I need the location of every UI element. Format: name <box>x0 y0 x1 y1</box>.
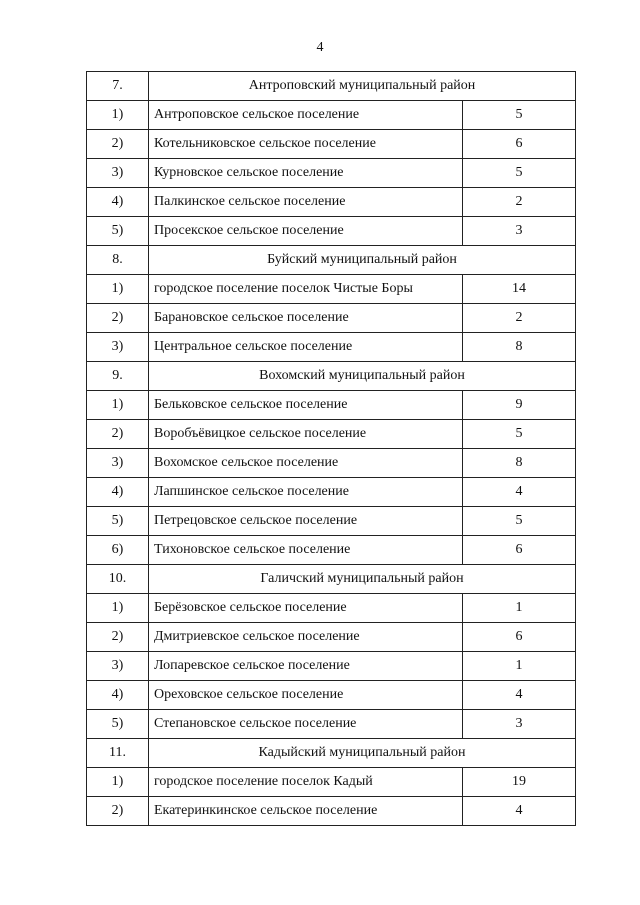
settlement-value: 5 <box>463 101 576 130</box>
settlement-name: Ореховское сельское поселение <box>149 681 463 710</box>
district-row <box>87 246 576 275</box>
districts-table <box>86 71 576 826</box>
settlement-name: Берёзовское сельское поселение <box>149 594 463 623</box>
settlement-value: 4 <box>463 797 576 826</box>
settlement-name: Петрецовское сельское поселение <box>149 507 463 536</box>
settlement-number: 1) <box>87 768 149 797</box>
settlement-row <box>87 275 576 304</box>
page-number: 4 <box>316 40 324 55</box>
settlement-number: 5) <box>87 710 149 739</box>
settlement-number: 4) <box>87 478 149 507</box>
settlement-value: 5 <box>463 159 576 188</box>
district-number: 7. <box>87 72 149 101</box>
settlement-row <box>87 623 576 652</box>
district-name: Антроповский муниципальный район <box>149 72 576 101</box>
settlement-name: Бельковское сельское поселение <box>149 391 463 420</box>
settlement-row <box>87 130 576 159</box>
settlement-name: Лапшинское сельское поселение <box>149 478 463 507</box>
settlement-number: 2) <box>87 797 149 826</box>
settlement-value: 6 <box>463 536 576 565</box>
settlement-row <box>87 478 576 507</box>
district-number: 11. <box>87 739 149 768</box>
settlement-row <box>87 391 576 420</box>
settlement-value: 5 <box>463 507 576 536</box>
settlement-row <box>87 449 576 478</box>
settlement-number: 5) <box>87 217 149 246</box>
settlement-row <box>87 681 576 710</box>
settlement-name: Степановское сельское поселение <box>149 710 463 739</box>
district-row <box>87 362 576 391</box>
settlement-name: Просекское сельское поселение <box>149 217 463 246</box>
settlement-value: 6 <box>463 623 576 652</box>
district-name: Галичский муниципальный район <box>149 565 576 594</box>
settlement-row <box>87 188 576 217</box>
settlement-number: 4) <box>87 681 149 710</box>
settlement-value: 1 <box>463 652 576 681</box>
settlement-name: Тихоновское сельское поселение <box>149 536 463 565</box>
settlement-row <box>87 159 576 188</box>
district-row <box>87 565 576 594</box>
settlement-number: 5) <box>87 507 149 536</box>
settlement-value: 3 <box>463 217 576 246</box>
settlement-name: Екатеринкинское сельское поселение <box>149 797 463 826</box>
settlement-value: 14 <box>463 275 576 304</box>
settlement-name: Центральное сельское поселение <box>149 333 463 362</box>
settlement-name: Курновское сельское поселение <box>149 159 463 188</box>
district-name: Буйский муниципальный район <box>149 246 576 275</box>
settlement-row <box>87 710 576 739</box>
district-number: 8. <box>87 246 149 275</box>
settlement-name: Воробъёвицкое сельское поселение <box>149 420 463 449</box>
settlement-row <box>87 797 576 826</box>
settlement-value: 8 <box>463 449 576 478</box>
settlement-row <box>87 536 576 565</box>
settlement-number: 3) <box>87 652 149 681</box>
settlement-row <box>87 217 576 246</box>
settlement-number: 1) <box>87 391 149 420</box>
settlement-number: 1) <box>87 594 149 623</box>
settlement-name: Котельниковское сельское поселение <box>149 130 463 159</box>
settlement-name: Лопаревское сельское поселение <box>149 652 463 681</box>
settlement-name: Палкинское сельское поселение <box>149 188 463 217</box>
settlement-row <box>87 652 576 681</box>
district-number: 9. <box>87 362 149 391</box>
settlement-value: 3 <box>463 710 576 739</box>
settlement-number: 2) <box>87 420 149 449</box>
district-name: Кадыйский муниципальный район <box>149 739 576 768</box>
district-number: 10. <box>87 565 149 594</box>
settlement-value: 4 <box>463 681 576 710</box>
district-row <box>87 72 576 101</box>
settlement-name: Антроповское сельское поселение <box>149 101 463 130</box>
settlement-value: 4 <box>463 478 576 507</box>
settlement-number: 3) <box>87 449 149 478</box>
settlement-number: 2) <box>87 304 149 333</box>
settlement-value: 9 <box>463 391 576 420</box>
district-name: Вохомский муниципальный район <box>149 362 576 391</box>
settlement-row <box>87 101 576 130</box>
settlement-row <box>87 333 576 362</box>
settlement-value: 1 <box>463 594 576 623</box>
settlement-number: 6) <box>87 536 149 565</box>
settlement-name: Дмитриевское сельское поселение <box>149 623 463 652</box>
settlement-number: 3) <box>87 333 149 362</box>
settlement-value: 2 <box>463 188 576 217</box>
settlement-number: 1) <box>87 101 149 130</box>
settlement-name: городское поселение поселок Кадый <box>149 768 463 797</box>
settlement-value: 8 <box>463 333 576 362</box>
settlement-number: 1) <box>87 275 149 304</box>
settlement-row <box>87 594 576 623</box>
district-row <box>87 739 576 768</box>
settlement-number: 3) <box>87 159 149 188</box>
settlement-number: 2) <box>87 130 149 159</box>
settlement-row <box>87 304 576 333</box>
settlement-value: 2 <box>463 304 576 333</box>
settlement-row <box>87 507 576 536</box>
settlement-number: 4) <box>87 188 149 217</box>
settlement-name: Вохомское сельское поселение <box>149 449 463 478</box>
settlement-value: 19 <box>463 768 576 797</box>
settlement-number: 2) <box>87 623 149 652</box>
settlement-name: городское поселение поселок Чистые Боры <box>149 275 463 304</box>
settlement-value: 5 <box>463 420 576 449</box>
settlement-value: 6 <box>463 130 576 159</box>
settlement-name: Барановское сельское поселение <box>149 304 463 333</box>
districts-table-body <box>87 72 576 826</box>
settlement-row <box>87 420 576 449</box>
settlement-row <box>87 768 576 797</box>
